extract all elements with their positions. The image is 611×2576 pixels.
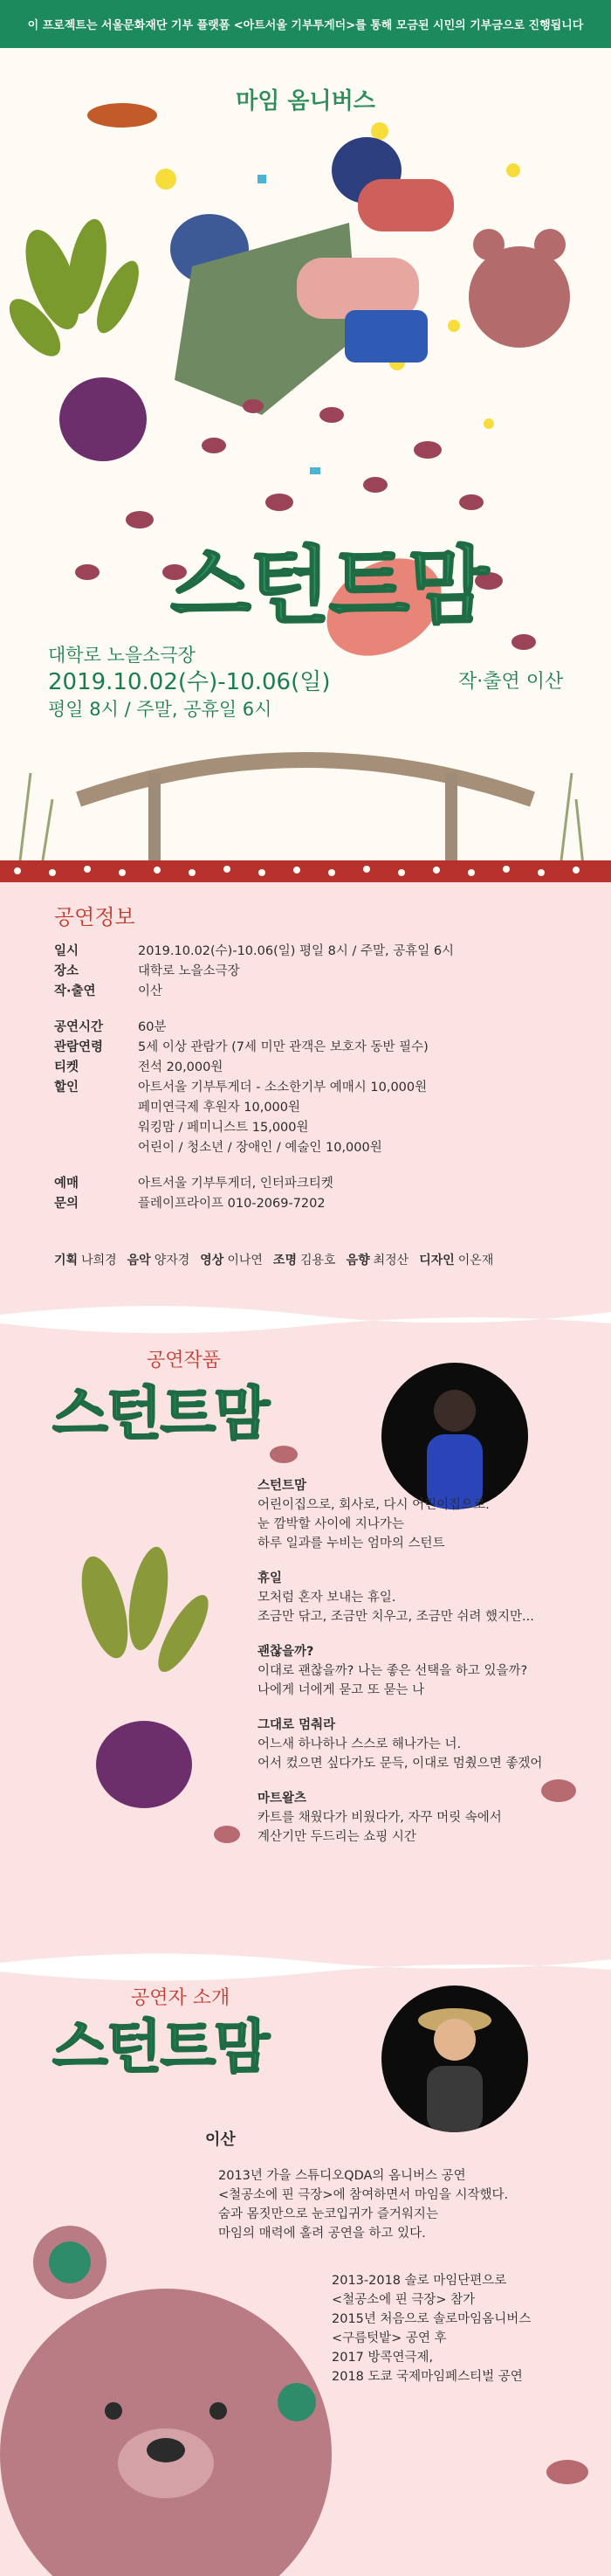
info-label: 일시 bbox=[54, 944, 79, 958]
info-value: 아트서울 기부투게더 - 소소한기부 예매시 10,000원 bbox=[138, 1081, 428, 1095]
work-title: 그대로 멈춰라 bbox=[257, 1718, 336, 1732]
bio-line: 숨과 몸짓만으로 눈코입귀가 즐거워지는 bbox=[218, 2207, 438, 2221]
work-item bbox=[257, 1642, 542, 1700]
bean-icon-2 bbox=[537, 1773, 580, 1808]
poster-dates: 2019.10.02(수)-10.06(일) bbox=[48, 669, 331, 695]
info-row bbox=[54, 1174, 454, 1194]
info-list bbox=[54, 942, 454, 1214]
info-label bbox=[54, 1098, 138, 1118]
performer-career bbox=[332, 2271, 531, 2386]
work-title: 스턴트맘 bbox=[257, 1479, 307, 1493]
info-row bbox=[54, 982, 454, 1002]
info-title: 공연정보 bbox=[54, 905, 135, 929]
info-value: 대학로 노을소극장 bbox=[138, 964, 240, 978]
info-row bbox=[54, 962, 454, 982]
info-label: 할인 bbox=[54, 1081, 79, 1095]
info-value: 아트서울 기부투게더, 인터파크티켓 bbox=[138, 1177, 333, 1191]
work-description-line: 모처럼 혼자 보내는 휴일. bbox=[257, 1591, 396, 1605]
wave-divider bbox=[0, 1293, 611, 1336]
info-row bbox=[54, 1118, 454, 1138]
poster-illustration bbox=[0, 48, 611, 882]
info-label: 공연시간 bbox=[54, 1020, 104, 1034]
staff-role: 조명 bbox=[272, 1253, 297, 1267]
staff-name: 김용호 bbox=[299, 1253, 336, 1267]
works-list bbox=[257, 1476, 542, 1862]
info-value: 60분 bbox=[138, 1020, 167, 1034]
staff-name: 이온재 bbox=[457, 1253, 494, 1267]
info-row bbox=[54, 1098, 454, 1118]
info-row bbox=[54, 1194, 454, 1214]
info-value: 2019.10.02(수)-10.06(일) 평일 8시 / 주말, 공휴일 6시 bbox=[138, 944, 455, 958]
staff-role: 음향 bbox=[346, 1253, 370, 1267]
info-value: 어린이 / 청소년 / 장애인 / 예술인 10,000원 bbox=[138, 1141, 382, 1155]
performer-name: 이산 bbox=[205, 2131, 236, 2149]
staff-name: 양자경 bbox=[154, 1253, 190, 1267]
info-value: 5세 이상 관람가 (7세 미만 관객은 보호자 동반 필수) bbox=[138, 1040, 429, 1054]
info-label bbox=[54, 1138, 138, 1158]
performer-title: 공연자 소개 bbox=[131, 1987, 230, 2009]
staff-role: 음악 bbox=[127, 1253, 151, 1267]
staff-name: 나희경 bbox=[81, 1253, 117, 1267]
work-item bbox=[257, 1716, 542, 1773]
info-label bbox=[54, 1118, 138, 1138]
poster-logo: 스턴트맘 bbox=[170, 537, 487, 635]
bean-icon-3 bbox=[209, 1821, 244, 1847]
top-banner: 이 프로젝트는 서울문화재단 기부 플랫폼 <아트서울 기부투게더>를 통해 모금된 시민의 기부금으로 진행됩니다 bbox=[0, 0, 611, 48]
performer-photo-2 bbox=[381, 1986, 528, 2132]
teddy-bear-illustration bbox=[0, 2201, 332, 2576]
career-line: <구름텃밭> 공연 후 bbox=[332, 2331, 447, 2345]
work-description-line: 어린이집으로, 회사로, 다시 어린이집으로. bbox=[257, 1498, 490, 1512]
info-label: 예매 bbox=[54, 1177, 79, 1191]
poster-times: 평일 8시 / 주말, 공휴일 6시 bbox=[48, 699, 272, 720]
work-description-line: 카트를 채웠다가 비웠다가, 자꾸 머릿 속에서 bbox=[257, 1811, 502, 1825]
bio-line: 마임의 매력에 홀려 공연을 하고 있다. bbox=[218, 2227, 426, 2241]
info-value: 페미연극제 후원자 10,000원 bbox=[138, 1101, 301, 1115]
info-row bbox=[54, 942, 454, 962]
work-description-line: 조금만 닦고, 조금만 치우고, 조금만 쉬려 했지만... bbox=[257, 1610, 534, 1624]
info-row bbox=[54, 1038, 454, 1058]
staff-name: 이나연 bbox=[227, 1253, 263, 1267]
career-line: 2015년 처음으로 솔로마임옴니버스 bbox=[332, 2312, 532, 2326]
performer-logo: 스턴트맘 bbox=[52, 2013, 269, 2081]
beet-illustration bbox=[52, 1537, 227, 1887]
career-line: 2017 방콕연극제, bbox=[332, 2351, 434, 2365]
poster-venue-block bbox=[48, 642, 331, 723]
info-value: 플레이프라이프 010-2069-7202 bbox=[138, 1197, 326, 1211]
bean-icon-4 bbox=[541, 2455, 594, 2490]
work-description-line: 나에게 너에게 묻고 또 묻는 나 bbox=[257, 1683, 425, 1697]
info-value: 이산 bbox=[138, 984, 163, 998]
work-description-line: 어느새 하나하나 스스로 해나가는 너. bbox=[257, 1737, 462, 1751]
poster-credit: 작·출연 이산 bbox=[458, 671, 564, 693]
info-label: 문의 bbox=[54, 1197, 79, 1211]
info-row bbox=[54, 1058, 454, 1078]
info-label: 관람연령 bbox=[54, 1040, 104, 1054]
staff-role: 영상 bbox=[200, 1253, 224, 1267]
career-line: <철공소에 핀 극장> 참가 bbox=[332, 2293, 476, 2307]
wave-divider-2 bbox=[0, 1944, 611, 1987]
bio-line: 2013년 가을 스튜디오QDA의 옴니버스 공연 bbox=[218, 2169, 466, 2183]
info-row bbox=[54, 1138, 454, 1158]
work-description-line: 계산기만 두드리는 쇼핑 시간 bbox=[257, 1830, 416, 1844]
work-description-line: 이대로 괜찮을까? 나는 좋은 선택을 하고 있을까? bbox=[257, 1664, 528, 1678]
bean-icon-1 bbox=[266, 1441, 301, 1468]
work-item bbox=[257, 1789, 542, 1847]
info-label: 작·출연 bbox=[54, 984, 96, 998]
work-title: 휴일 bbox=[257, 1571, 283, 1585]
poster-venue: 대학로 노을소극장 bbox=[48, 645, 196, 666]
works-logo: 스턴트맘 bbox=[52, 1380, 269, 1447]
staff-name: 최정산 bbox=[373, 1253, 409, 1267]
poster bbox=[0, 48, 611, 882]
work-item bbox=[257, 1569, 542, 1626]
career-line: 2018 도쿄 국제마임페스티벌 공연 bbox=[332, 2370, 523, 2384]
info-value: 워킹맘 / 페미니스트 15,000원 bbox=[138, 1121, 309, 1135]
poster-subtitle: 마임 옴니버스 bbox=[236, 88, 375, 114]
work-description-line: 하루 일과를 누비는 엄마의 스턴트 bbox=[257, 1537, 445, 1550]
bio-line: <철공소에 핀 극장>에 참여하면서 마임을 시작했다. bbox=[218, 2188, 509, 2202]
work-description-line: 어서 컸으면 싶다가도 문득, 이대로 멈췄으면 좋겠어 bbox=[257, 1757, 543, 1771]
performer-silhouette-2 bbox=[381, 1986, 528, 2132]
info-label: 티켓 bbox=[54, 1060, 79, 1074]
info-row bbox=[54, 1018, 454, 1038]
info-row bbox=[54, 1078, 454, 1098]
staff-credits bbox=[54, 1251, 504, 1268]
work-title: 마트왈츠 bbox=[257, 1792, 307, 1806]
career-line: 2013-2018 솔로 마임단편으로 bbox=[332, 2274, 507, 2288]
staff-role: 디자인 bbox=[419, 1253, 455, 1267]
work-description-line: 눈 깜박할 사이에 지나가는 bbox=[257, 1517, 404, 1531]
works-title: 공연작품 bbox=[147, 1350, 222, 1371]
info-label: 장소 bbox=[54, 964, 79, 978]
staff-role: 기획 bbox=[54, 1253, 79, 1267]
info-value: 전석 20,000원 bbox=[138, 1060, 223, 1074]
work-item bbox=[257, 1476, 542, 1553]
work-title: 괜찮을까? bbox=[257, 1645, 314, 1659]
